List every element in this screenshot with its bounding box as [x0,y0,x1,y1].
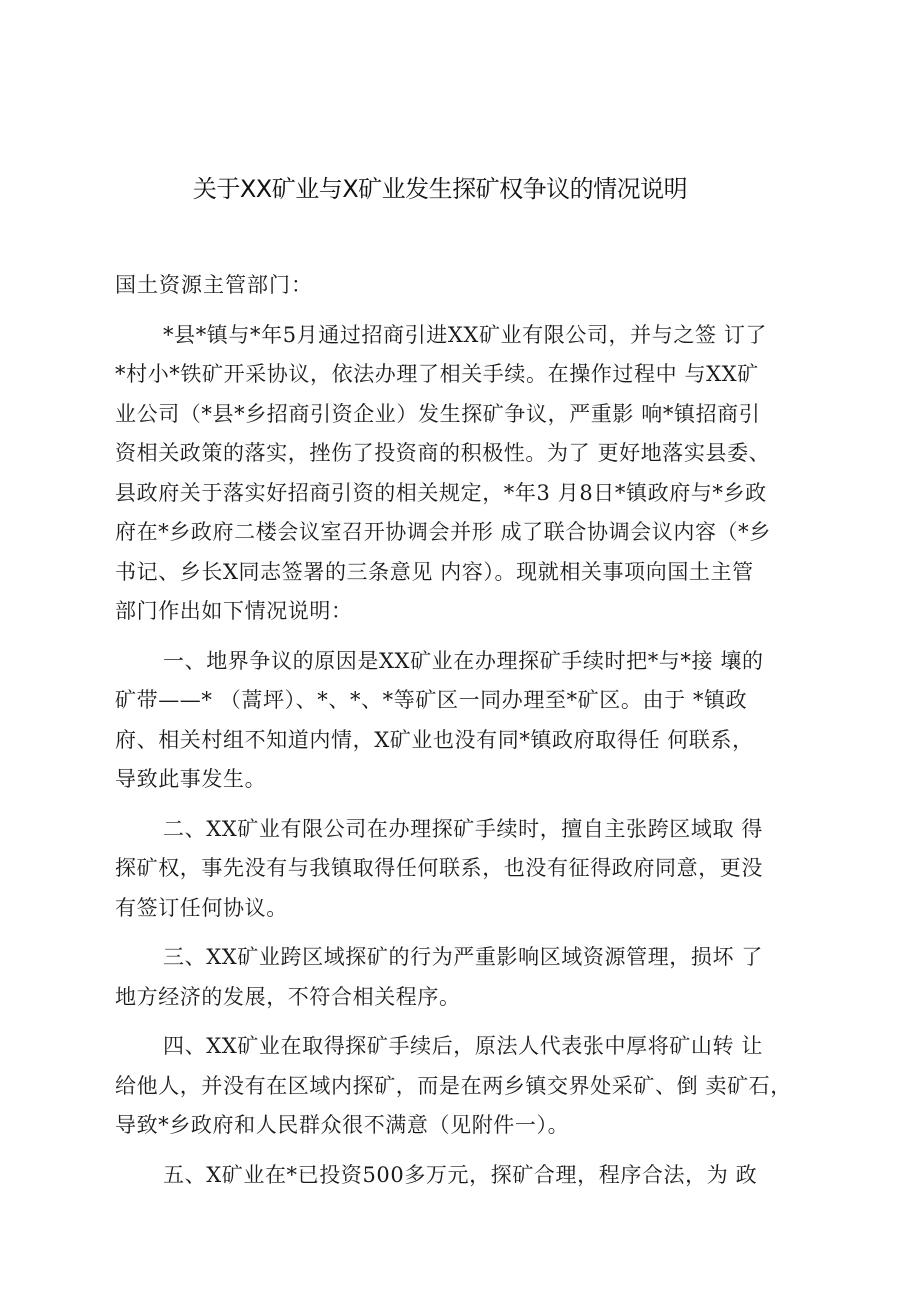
paragraph-line: 地方经济的发展，不符合相关程序。 [115,984,461,1009]
paragraph-line: 导致此事发生。 [115,767,267,791]
paragraph-intro [115,316,825,632]
document-title: 关于XX矿业与X矿业发生探矿权争议的情况说明 [192,175,688,203]
paragraph-line: 府在*乡政府二楼会议室召开协调会并形 成了联合协调会议内容（*乡 [115,520,771,544]
paragraph-item-1 [115,642,825,800]
paragraph-line: 四、XX矿业在取得探矿手续后，原法人代表张中厚将矿山转 让 [163,1034,763,1058]
paragraph-line: *县*镇与*年5月通过招商引进XX矿业有限公司，并与之签 订了 [163,322,768,347]
paragraph-line: 业公司（*县*乡招商引资企业）发生探矿争议，严重影 响*镇招商引 [115,401,761,426]
paragraph-line: 二、XX矿业有限公司在办理探矿手续时，擅自主张跨区域取 得 [163,816,763,841]
paragraph-item-2 [115,810,825,929]
paragraph-line: 部门作出如下情况说明： [115,599,353,623]
paragraph-line: 有签订任何协议。 [115,895,288,920]
paragraph-line: 探矿权，事先没有与我镇取得任何联系，也没有征得政府同意，更没 [115,856,763,880]
paragraph-line: 三、XX矿业跨区域探矿的行为严重影响区域资源管理，损坏 了 [163,945,763,969]
paragraph-line: 矿带——* （蒿坪）、*、*、*等矿区一同办理至*矿区。由于 *镇政 [115,688,748,712]
paragraph-line: 资相关政策的落实，挫伤了投资商的积极性。为了 更好地落实县委、 [115,441,771,465]
document-body [115,266,825,1205]
paragraph-line: 书记、乡长X同志签署的三条意见 内容）。现就相关事项向国土主管 [115,559,754,584]
paragraph-line: 导致*乡政府和人民群众很不满意（见附件一）。 [115,1113,570,1137]
paragraph-item-5 [115,1156,825,1196]
paragraph-line: *村小*铁矿开采协议，依法办理了相关手续。在操作过程中 与XX矿 [115,362,759,386]
paragraph-line: 府、相关村组不知道内情，X矿业也没有同*镇政府取得任 何联系， [115,727,754,752]
paragraph-line: 一、地界争议的原因是XX矿业在办理探矿手续时把*与*接 壤的 [163,648,764,673]
paragraph-line: 给他人，并没有在区域内探矿，而是在两乡镇交界处采矿、倒 卖矿石， [115,1073,792,1098]
paragraph-line: 县政府关于落实好招商引资的相关规定，*年3 月8日*镇政府与*乡政 [115,480,767,505]
paragraph-item-3 [115,938,825,1017]
salutation: 国土资源主管部门： [115,273,313,297]
paragraph-line: 五、X矿业在*已投资500多万元，探矿合理，程序合法，为 政 [163,1162,758,1187]
paragraph-item-4 [115,1027,825,1146]
